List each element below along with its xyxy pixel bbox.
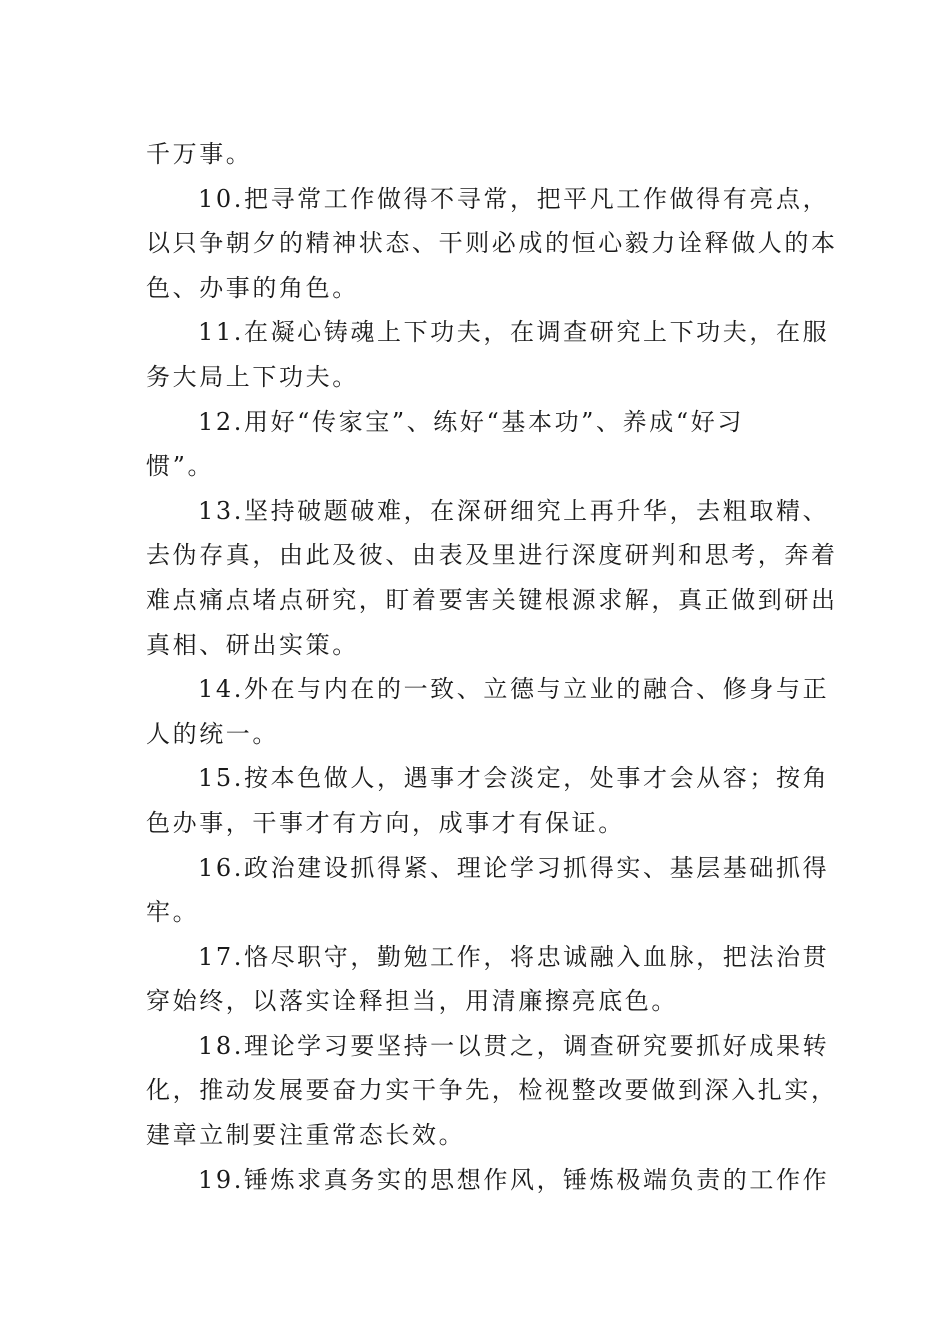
list-item-10: 10.把寻常工作做得不寻常，把平凡工作做得有亮点， [198, 184, 830, 213]
list-item-11: 11.在凝心铸魂上下功夫，在调查研究上下功夫，在服 [198, 318, 830, 347]
text-line: 色、办事的角色。 [146, 273, 359, 302]
list-item-17: 17.恪尽职守，勤勉工作，将忠诚融入血脉，把法治贯 [198, 942, 830, 971]
text-line: 真相、研出实策。 [146, 630, 359, 659]
text-line: 去伪存真，由此及彼、由表及里进行深度研判和思考，奔着 [146, 541, 838, 570]
list-item-13: 13.坚持破题破难，在深研细究上再升华，去粗取精、 [198, 496, 830, 525]
text-line: 人的统一。 [146, 719, 279, 748]
text-line: 以只争朝夕的精神状态、干则必成的恒心毅力诠释做人的本 [146, 229, 838, 258]
text-line: 建章立制要注重常态长效。 [146, 1121, 466, 1150]
list-item-16: 16.政治建设抓得紧、理论学习抓得实、基层基础抓得 [198, 853, 830, 882]
text-line: 穿始终，以落实诠释担当，用清廉擦亮底色。 [146, 987, 678, 1016]
text-line: 难点痛点堵点研究，盯着要害关键根源求解，真正做到研出 [146, 585, 838, 614]
text-line: 牢。 [146, 898, 200, 927]
list-item-14: 14.外在与内在的一致、立德与立业的融合、修身与正 [198, 675, 830, 704]
list-item-15: 15.按本色做人，遇事才会淡定，处事才会从容；按角 [198, 764, 830, 793]
text-line: 化，推动发展要奋力实干争先，检视整改要做到深入扎实， [146, 1076, 838, 1105]
list-item-18: 18.理论学习要坚持一以贯之，调查研究要抓好成果转 [198, 1031, 830, 1060]
text-line: 千万事。 [146, 140, 253, 168]
text-line: 色办事，干事才有方向，成事才有保证。 [146, 808, 625, 837]
list-item-12: 12.用好“传家宝”、练好“基本功”、养成“好习 [198, 407, 744, 436]
list-item-19: 19.锤炼求真务实的思想作风，锤炼极端负责的工作作 [198, 1165, 830, 1194]
text-line: 惯”。 [146, 452, 215, 481]
text-line: 务大局上下功夫。 [146, 362, 359, 391]
body-text [146, 132, 838, 1202]
